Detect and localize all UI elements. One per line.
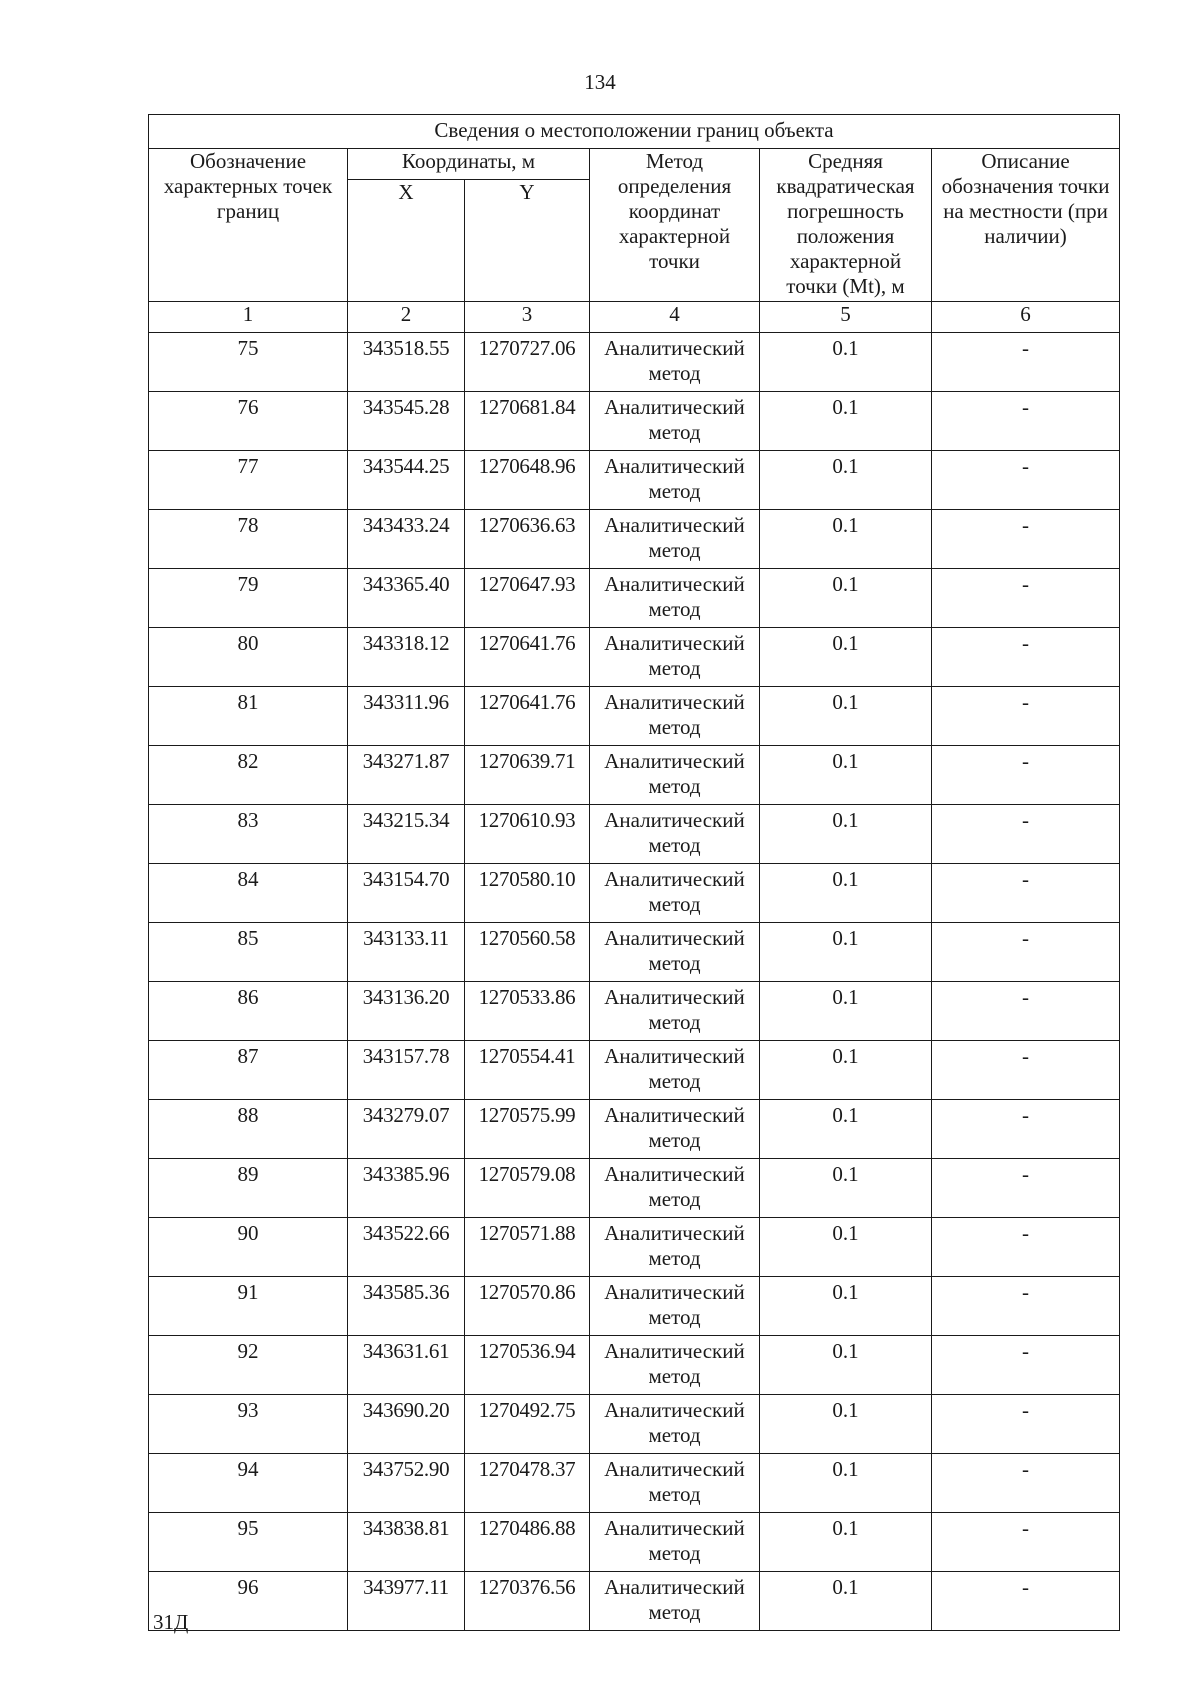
description-cell: - xyxy=(932,1041,1120,1100)
point-cell: 75 xyxy=(149,333,348,392)
point-cell: 86 xyxy=(149,982,348,1041)
table-row xyxy=(149,1513,1120,1572)
y-cell: 1270570.86 xyxy=(465,1277,590,1336)
header-x: X xyxy=(348,180,465,302)
header-error: Средняя квадратическая погрешность положения характерной точки (Mt), м xyxy=(760,149,932,302)
method-cell: Аналитический метод xyxy=(590,392,760,451)
description-cell: - xyxy=(932,1572,1120,1631)
table-row xyxy=(149,1159,1120,1218)
error-cell: 0.1 xyxy=(760,1277,932,1336)
description-cell: - xyxy=(932,746,1120,805)
table-row xyxy=(149,510,1120,569)
description-cell: - xyxy=(932,805,1120,864)
description-cell: - xyxy=(932,569,1120,628)
method-cell: Аналитический метод xyxy=(590,982,760,1041)
error-cell: 0.1 xyxy=(760,1336,932,1395)
description-cell: - xyxy=(932,687,1120,746)
table-row xyxy=(149,451,1120,510)
column-number-row xyxy=(149,302,1120,333)
table-row xyxy=(149,1218,1120,1277)
error-cell: 0.1 xyxy=(760,805,932,864)
error-cell: 0.1 xyxy=(760,1218,932,1277)
column-number: 4 xyxy=(590,302,760,333)
table-row xyxy=(149,392,1120,451)
table-title: Сведения о местоположении границ объекта xyxy=(149,115,1120,149)
description-cell: - xyxy=(932,1159,1120,1218)
description-cell: - xyxy=(932,333,1120,392)
y-cell: 1270681.84 xyxy=(465,392,590,451)
point-cell: 91 xyxy=(149,1277,348,1336)
point-cell: 92 xyxy=(149,1336,348,1395)
x-cell: 343318.12 xyxy=(348,628,465,687)
description-cell: - xyxy=(932,982,1120,1041)
y-cell: 1270486.88 xyxy=(465,1513,590,1572)
y-cell: 1270560.58 xyxy=(465,923,590,982)
y-cell: 1270727.06 xyxy=(465,333,590,392)
error-cell: 0.1 xyxy=(760,1041,932,1100)
method-cell: Аналитический метод xyxy=(590,1513,760,1572)
x-cell: 343631.61 xyxy=(348,1336,465,1395)
table-row xyxy=(149,1572,1120,1631)
description-cell: - xyxy=(932,1277,1120,1336)
method-cell: Аналитический метод xyxy=(590,1336,760,1395)
table-row xyxy=(149,864,1120,923)
x-cell: 343977.11 xyxy=(348,1572,465,1631)
error-cell: 0.1 xyxy=(760,982,932,1041)
y-cell: 1270641.76 xyxy=(465,687,590,746)
table-row xyxy=(149,1454,1120,1513)
description-cell: - xyxy=(932,864,1120,923)
y-cell: 1270478.37 xyxy=(465,1454,590,1513)
x-cell: 343311.96 xyxy=(348,687,465,746)
y-cell: 1270533.86 xyxy=(465,982,590,1041)
y-cell: 1270492.75 xyxy=(465,1395,590,1454)
x-cell: 343433.24 xyxy=(348,510,465,569)
description-cell: - xyxy=(932,1513,1120,1572)
description-cell: - xyxy=(932,1100,1120,1159)
method-cell: Аналитический метод xyxy=(590,1454,760,1513)
header-designation: Обозначение характерных точек границ xyxy=(149,149,348,302)
point-cell: 88 xyxy=(149,1100,348,1159)
point-cell: 90 xyxy=(149,1218,348,1277)
point-cell: 94 xyxy=(149,1454,348,1513)
table-row xyxy=(149,628,1120,687)
table-body xyxy=(149,333,1120,1631)
method-cell: Аналитический метод xyxy=(590,1100,760,1159)
error-cell: 0.1 xyxy=(760,1454,932,1513)
description-cell: - xyxy=(932,1454,1120,1513)
point-cell: 95 xyxy=(149,1513,348,1572)
y-cell: 1270554.41 xyxy=(465,1041,590,1100)
y-cell: 1270641.76 xyxy=(465,628,590,687)
x-cell: 343154.70 xyxy=(348,864,465,923)
point-cell: 96 xyxy=(149,1572,348,1631)
point-cell: 78 xyxy=(149,510,348,569)
method-cell: Аналитический метод xyxy=(590,1277,760,1336)
x-cell: 343585.36 xyxy=(348,1277,465,1336)
table-row xyxy=(149,1041,1120,1100)
error-cell: 0.1 xyxy=(760,392,932,451)
point-cell: 80 xyxy=(149,628,348,687)
x-cell: 343365.40 xyxy=(348,569,465,628)
description-cell: - xyxy=(932,392,1120,451)
method-cell: Аналитический метод xyxy=(590,1572,760,1631)
column-number: 2 xyxy=(348,302,465,333)
error-cell: 0.1 xyxy=(760,451,932,510)
error-cell: 0.1 xyxy=(760,864,932,923)
column-number: 6 xyxy=(932,302,1120,333)
description-cell: - xyxy=(932,510,1120,569)
table-row xyxy=(149,923,1120,982)
x-cell: 343133.11 xyxy=(348,923,465,982)
point-cell: 93 xyxy=(149,1395,348,1454)
error-cell: 0.1 xyxy=(760,1100,932,1159)
point-cell: 77 xyxy=(149,451,348,510)
error-cell: 0.1 xyxy=(760,628,932,687)
method-cell: Аналитический метод xyxy=(590,1041,760,1100)
method-cell: Аналитический метод xyxy=(590,923,760,982)
table-row xyxy=(149,1336,1120,1395)
y-cell: 1270376.56 xyxy=(465,1572,590,1631)
y-cell: 1270639.71 xyxy=(465,746,590,805)
column-number: 1 xyxy=(149,302,348,333)
y-cell: 1270636.63 xyxy=(465,510,590,569)
method-cell: Аналитический метод xyxy=(590,628,760,687)
x-cell: 343385.96 xyxy=(348,1159,465,1218)
point-cell: 85 xyxy=(149,923,348,982)
error-cell: 0.1 xyxy=(760,1513,932,1572)
x-cell: 343271.87 xyxy=(348,746,465,805)
header-y: Y xyxy=(465,180,590,302)
description-cell: - xyxy=(932,1218,1120,1277)
table-title-row xyxy=(149,115,1120,149)
error-cell: 0.1 xyxy=(760,687,932,746)
point-cell: 76 xyxy=(149,392,348,451)
method-cell: Аналитический метод xyxy=(590,451,760,510)
column-number: 3 xyxy=(465,302,590,333)
error-cell: 0.1 xyxy=(760,1572,932,1631)
x-cell: 343752.90 xyxy=(348,1454,465,1513)
x-cell: 343136.20 xyxy=(348,982,465,1041)
error-cell: 0.1 xyxy=(760,923,932,982)
method-cell: Аналитический метод xyxy=(590,687,760,746)
point-cell: 79 xyxy=(149,569,348,628)
error-cell: 0.1 xyxy=(760,569,932,628)
method-cell: Аналитический метод xyxy=(590,333,760,392)
error-cell: 0.1 xyxy=(760,1395,932,1454)
method-cell: Аналитический метод xyxy=(590,864,760,923)
x-cell: 343544.25 xyxy=(348,451,465,510)
point-cell: 83 xyxy=(149,805,348,864)
x-cell: 343518.55 xyxy=(348,333,465,392)
method-cell: Аналитический метод xyxy=(590,1218,760,1277)
x-cell: 343545.28 xyxy=(348,392,465,451)
point-cell: 87 xyxy=(149,1041,348,1100)
table-row xyxy=(149,805,1120,864)
point-cell: 84 xyxy=(149,864,348,923)
column-number: 5 xyxy=(760,302,932,333)
table-row xyxy=(149,687,1120,746)
x-cell: 343522.66 xyxy=(348,1218,465,1277)
table-row xyxy=(149,569,1120,628)
page-number: 134 xyxy=(584,70,616,94)
method-cell: Аналитический метод xyxy=(590,746,760,805)
header-method: Метод определения координат характерной точки xyxy=(590,149,760,302)
description-cell: - xyxy=(932,923,1120,982)
method-cell: Аналитический метод xyxy=(590,1395,760,1454)
y-cell: 1270610.93 xyxy=(465,805,590,864)
error-cell: 0.1 xyxy=(760,510,932,569)
table-row xyxy=(149,1100,1120,1159)
header-description: Описание обозначения точки на местности (при наличии) xyxy=(932,149,1120,302)
x-cell: 343157.78 xyxy=(348,1041,465,1100)
y-cell: 1270579.08 xyxy=(465,1159,590,1218)
description-cell: - xyxy=(932,628,1120,687)
error-cell: 0.1 xyxy=(760,1159,932,1218)
table-row xyxy=(149,1395,1120,1454)
x-cell: 343279.07 xyxy=(348,1100,465,1159)
point-cell: 82 xyxy=(149,746,348,805)
table-row xyxy=(149,982,1120,1041)
y-cell: 1270571.88 xyxy=(465,1218,590,1277)
boundary-coordinates-table xyxy=(148,114,1120,1631)
x-cell: 343215.34 xyxy=(348,805,465,864)
point-cell: 81 xyxy=(149,687,348,746)
y-cell: 1270648.96 xyxy=(465,451,590,510)
description-cell: - xyxy=(932,1336,1120,1395)
footer-code: 31Д xyxy=(153,1610,189,1634)
table-row xyxy=(149,333,1120,392)
description-cell: - xyxy=(932,451,1120,510)
method-cell: Аналитический метод xyxy=(590,510,760,569)
description-cell: - xyxy=(932,1395,1120,1454)
x-cell: 343690.20 xyxy=(348,1395,465,1454)
method-cell: Аналитический метод xyxy=(590,805,760,864)
y-cell: 1270580.10 xyxy=(465,864,590,923)
table-row xyxy=(149,746,1120,805)
method-cell: Аналитический метод xyxy=(590,1159,760,1218)
y-cell: 1270536.94 xyxy=(465,1336,590,1395)
header-coordinates: Координаты, м xyxy=(348,149,590,180)
method-cell: Аналитический метод xyxy=(590,569,760,628)
table-row xyxy=(149,1277,1120,1336)
point-cell: 89 xyxy=(149,1159,348,1218)
x-cell: 343838.81 xyxy=(348,1513,465,1572)
y-cell: 1270575.99 xyxy=(465,1100,590,1159)
table-header-row xyxy=(149,149,1120,180)
error-cell: 0.1 xyxy=(760,333,932,392)
y-cell: 1270647.93 xyxy=(465,569,590,628)
error-cell: 0.1 xyxy=(760,746,932,805)
